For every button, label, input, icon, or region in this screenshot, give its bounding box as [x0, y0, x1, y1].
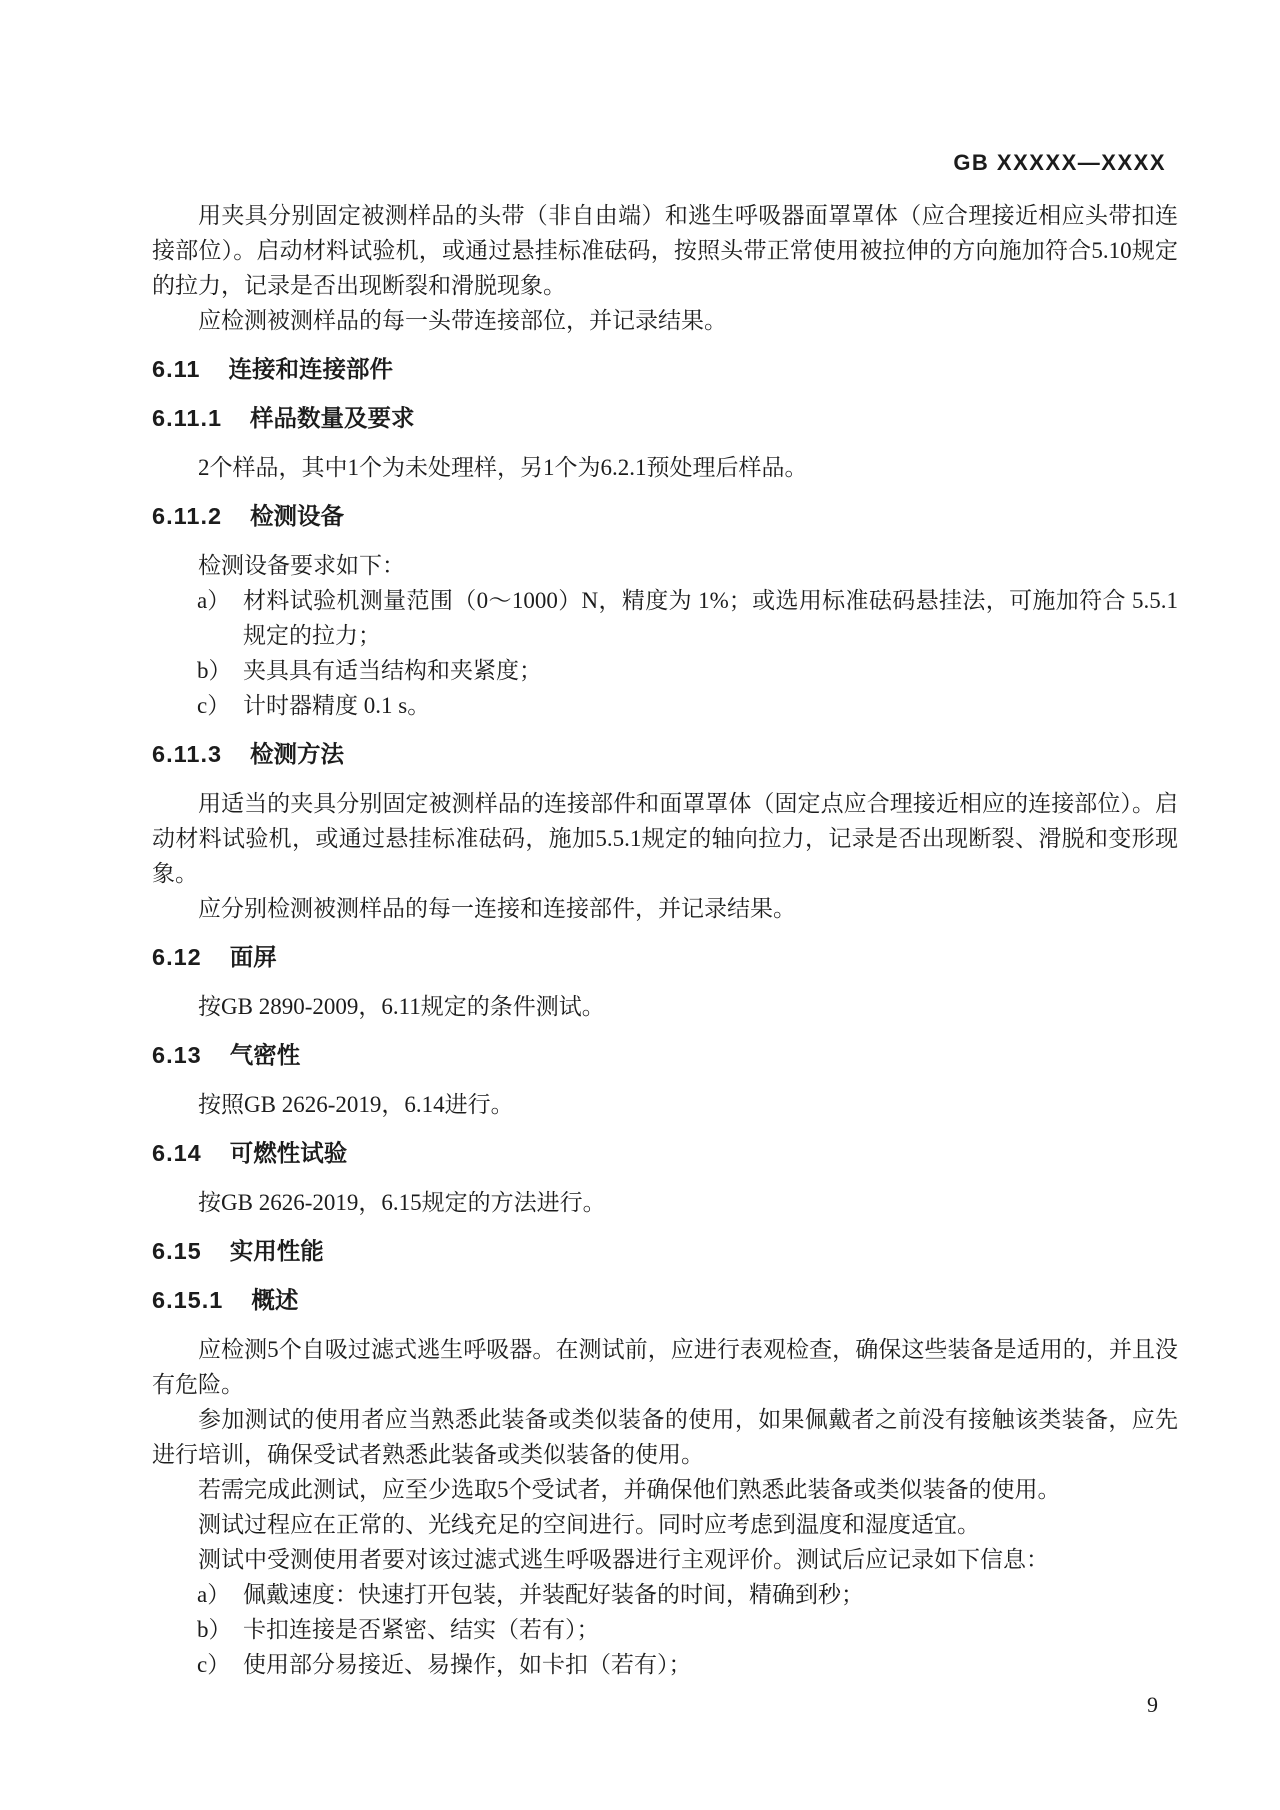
heading-6-12: [152, 940, 1178, 975]
paragraph-equipment-intro: 检测设备要求如下：: [198, 553, 405, 578]
list-marker: c）: [197, 693, 231, 718]
paragraph-airtightness-test: 按照GB 2626-2019，6.14进行。: [198, 1092, 514, 1117]
list-marker: a）: [197, 588, 231, 613]
heading-6-11-3: [152, 737, 1178, 772]
list-item-a: [152, 1577, 1178, 1612]
list-item-c: [152, 1647, 1178, 1682]
heading-6-11: [152, 352, 1178, 387]
paragraph-practical-performance-1: 应检测5个自吸过滤式逃生呼吸器。在测试前，应进行表观检查，确保这些装备是适用的，并且没有危险。: [152, 1337, 1178, 1397]
paragraph-connector-test-method: 用适当的夹具分别固定被测样品的连接部件和面罩罩体（固定点应合理接近相应的连接部位）。启动材料试验机，或通过悬挂标准砝码，施加5.5.1规定的轴向拉力，记录是否出现断裂、滑脱和变形现象。: [152, 791, 1178, 886]
heading-title: 面屏: [229, 944, 277, 970]
list-item-c: [152, 688, 1178, 723]
list-marker: b）: [197, 1617, 232, 1642]
paragraph-flammability-test: 按GB 2626-2019，6.15规定的方法进行。: [198, 1190, 606, 1215]
list-marker: c）: [197, 1652, 231, 1677]
equipment-requirements-list: [152, 583, 1178, 723]
heading-number: 6.11.1: [152, 405, 223, 431]
heading-number: 6.15.1: [152, 1287, 224, 1313]
heading-title: 连接和连接部件: [228, 356, 393, 382]
list-item-text: 夹具具有适当结构和夹紧度；: [243, 658, 542, 683]
heading-6-11-2: [152, 499, 1178, 534]
subjective-evaluation-list: [152, 1577, 1178, 1682]
running-header-doc-code: GB XXXXX—XXXX: [953, 150, 1166, 175]
list-item-text: 卡扣连接是否紧密、结实（若有）；: [243, 1617, 600, 1642]
list-marker: a）: [197, 1582, 231, 1607]
paragraph-practical-performance-2: 参加测试的使用者应当熟悉此装备或类似装备的使用，如果佩戴者之前没有接触该类装备，应先进行培训，确保受试者熟悉此装备或类似装备的使用。: [152, 1407, 1178, 1467]
heading-number: 6.15: [152, 1238, 202, 1264]
heading-6-13: [152, 1038, 1178, 1073]
paragraph-headband-test-method: 用夹具分别固定被测样品的头带（非自由端）和逃生呼吸器面罩罩体（应合理接近相应头带扣连接部位）。启动材料试验机，或通过悬挂标准砝码，按照头带正常使用被拉伸的方向施加符合5.10规定的拉力，记录是否出现断裂和滑脱现象。: [152, 203, 1178, 298]
paragraph-practical-performance-5: 测试中受测使用者要对该过滤式逃生呼吸器进行主观评价。测试后应记录如下信息：: [198, 1547, 1049, 1572]
heading-title: 气密性: [229, 1042, 301, 1068]
heading-6-14: [152, 1136, 1178, 1171]
heading-number: 6.11.3: [152, 741, 223, 767]
list-item-text: 使用部分易接近、易操作，如卡扣（若有）；: [243, 1652, 692, 1677]
heading-number: 6.11.2: [152, 503, 223, 529]
heading-6-11-1: [152, 401, 1178, 436]
heading-title: 样品数量及要求: [250, 405, 415, 431]
list-item-text: 计时器精度 0.1 s。: [243, 693, 431, 718]
list-item-b: [152, 653, 1178, 688]
paragraph-visor-test: 按GB 2890-2009，6.11规定的条件测试。: [198, 994, 605, 1019]
list-item-b: [152, 1612, 1178, 1647]
paragraph-sample-quantity: 2个样品，其中1个为未处理样，另1个为6.2.1预处理后样品。: [198, 455, 808, 480]
page-number: 9: [1147, 1692, 1158, 1717]
heading-6-15: [152, 1234, 1178, 1269]
heading-title: 概述: [251, 1287, 299, 1313]
paragraph-headband-record: 应检测被测样品的每一头带连接部位，并记录结果。: [198, 308, 727, 333]
heading-6-15-1: [152, 1283, 1178, 1318]
paragraph-connector-record: 应分别检测被测样品的每一连接和连接部件，并记录结果。: [198, 896, 796, 921]
heading-number: 6.12: [152, 944, 202, 970]
heading-title: 可燃性试验: [229, 1140, 348, 1166]
list-marker: b）: [197, 658, 232, 683]
page-content: [152, 0, 1178, 1682]
heading-number: 6.11: [152, 356, 201, 382]
paragraph-practical-performance-3: 若需完成此测试，应至少选取5个受试者，并确保他们熟悉此装备或类似装备的使用。: [198, 1477, 1061, 1502]
paragraph-practical-performance-4: 测试过程应在正常的、光线充足的空间进行。同时应考虑到温度和湿度适宜。: [198, 1512, 980, 1537]
list-item-a: [152, 583, 1178, 653]
list-item-text: 佩戴速度：快速打开包装，并装配好装备的时间，精确到秒；: [243, 1582, 864, 1607]
heading-title: 实用性能: [229, 1238, 324, 1264]
heading-number: 6.13: [152, 1042, 202, 1068]
heading-number: 6.14: [152, 1140, 202, 1166]
list-item-text: 材料试验机测量范围（0～1000）N，精度为 1%；或选用标准砝码悬挂法，可施加符合 5.5.1 规定的拉力；: [243, 588, 1178, 648]
heading-title: 检测方法: [250, 741, 345, 767]
heading-title: 检测设备: [250, 503, 345, 529]
